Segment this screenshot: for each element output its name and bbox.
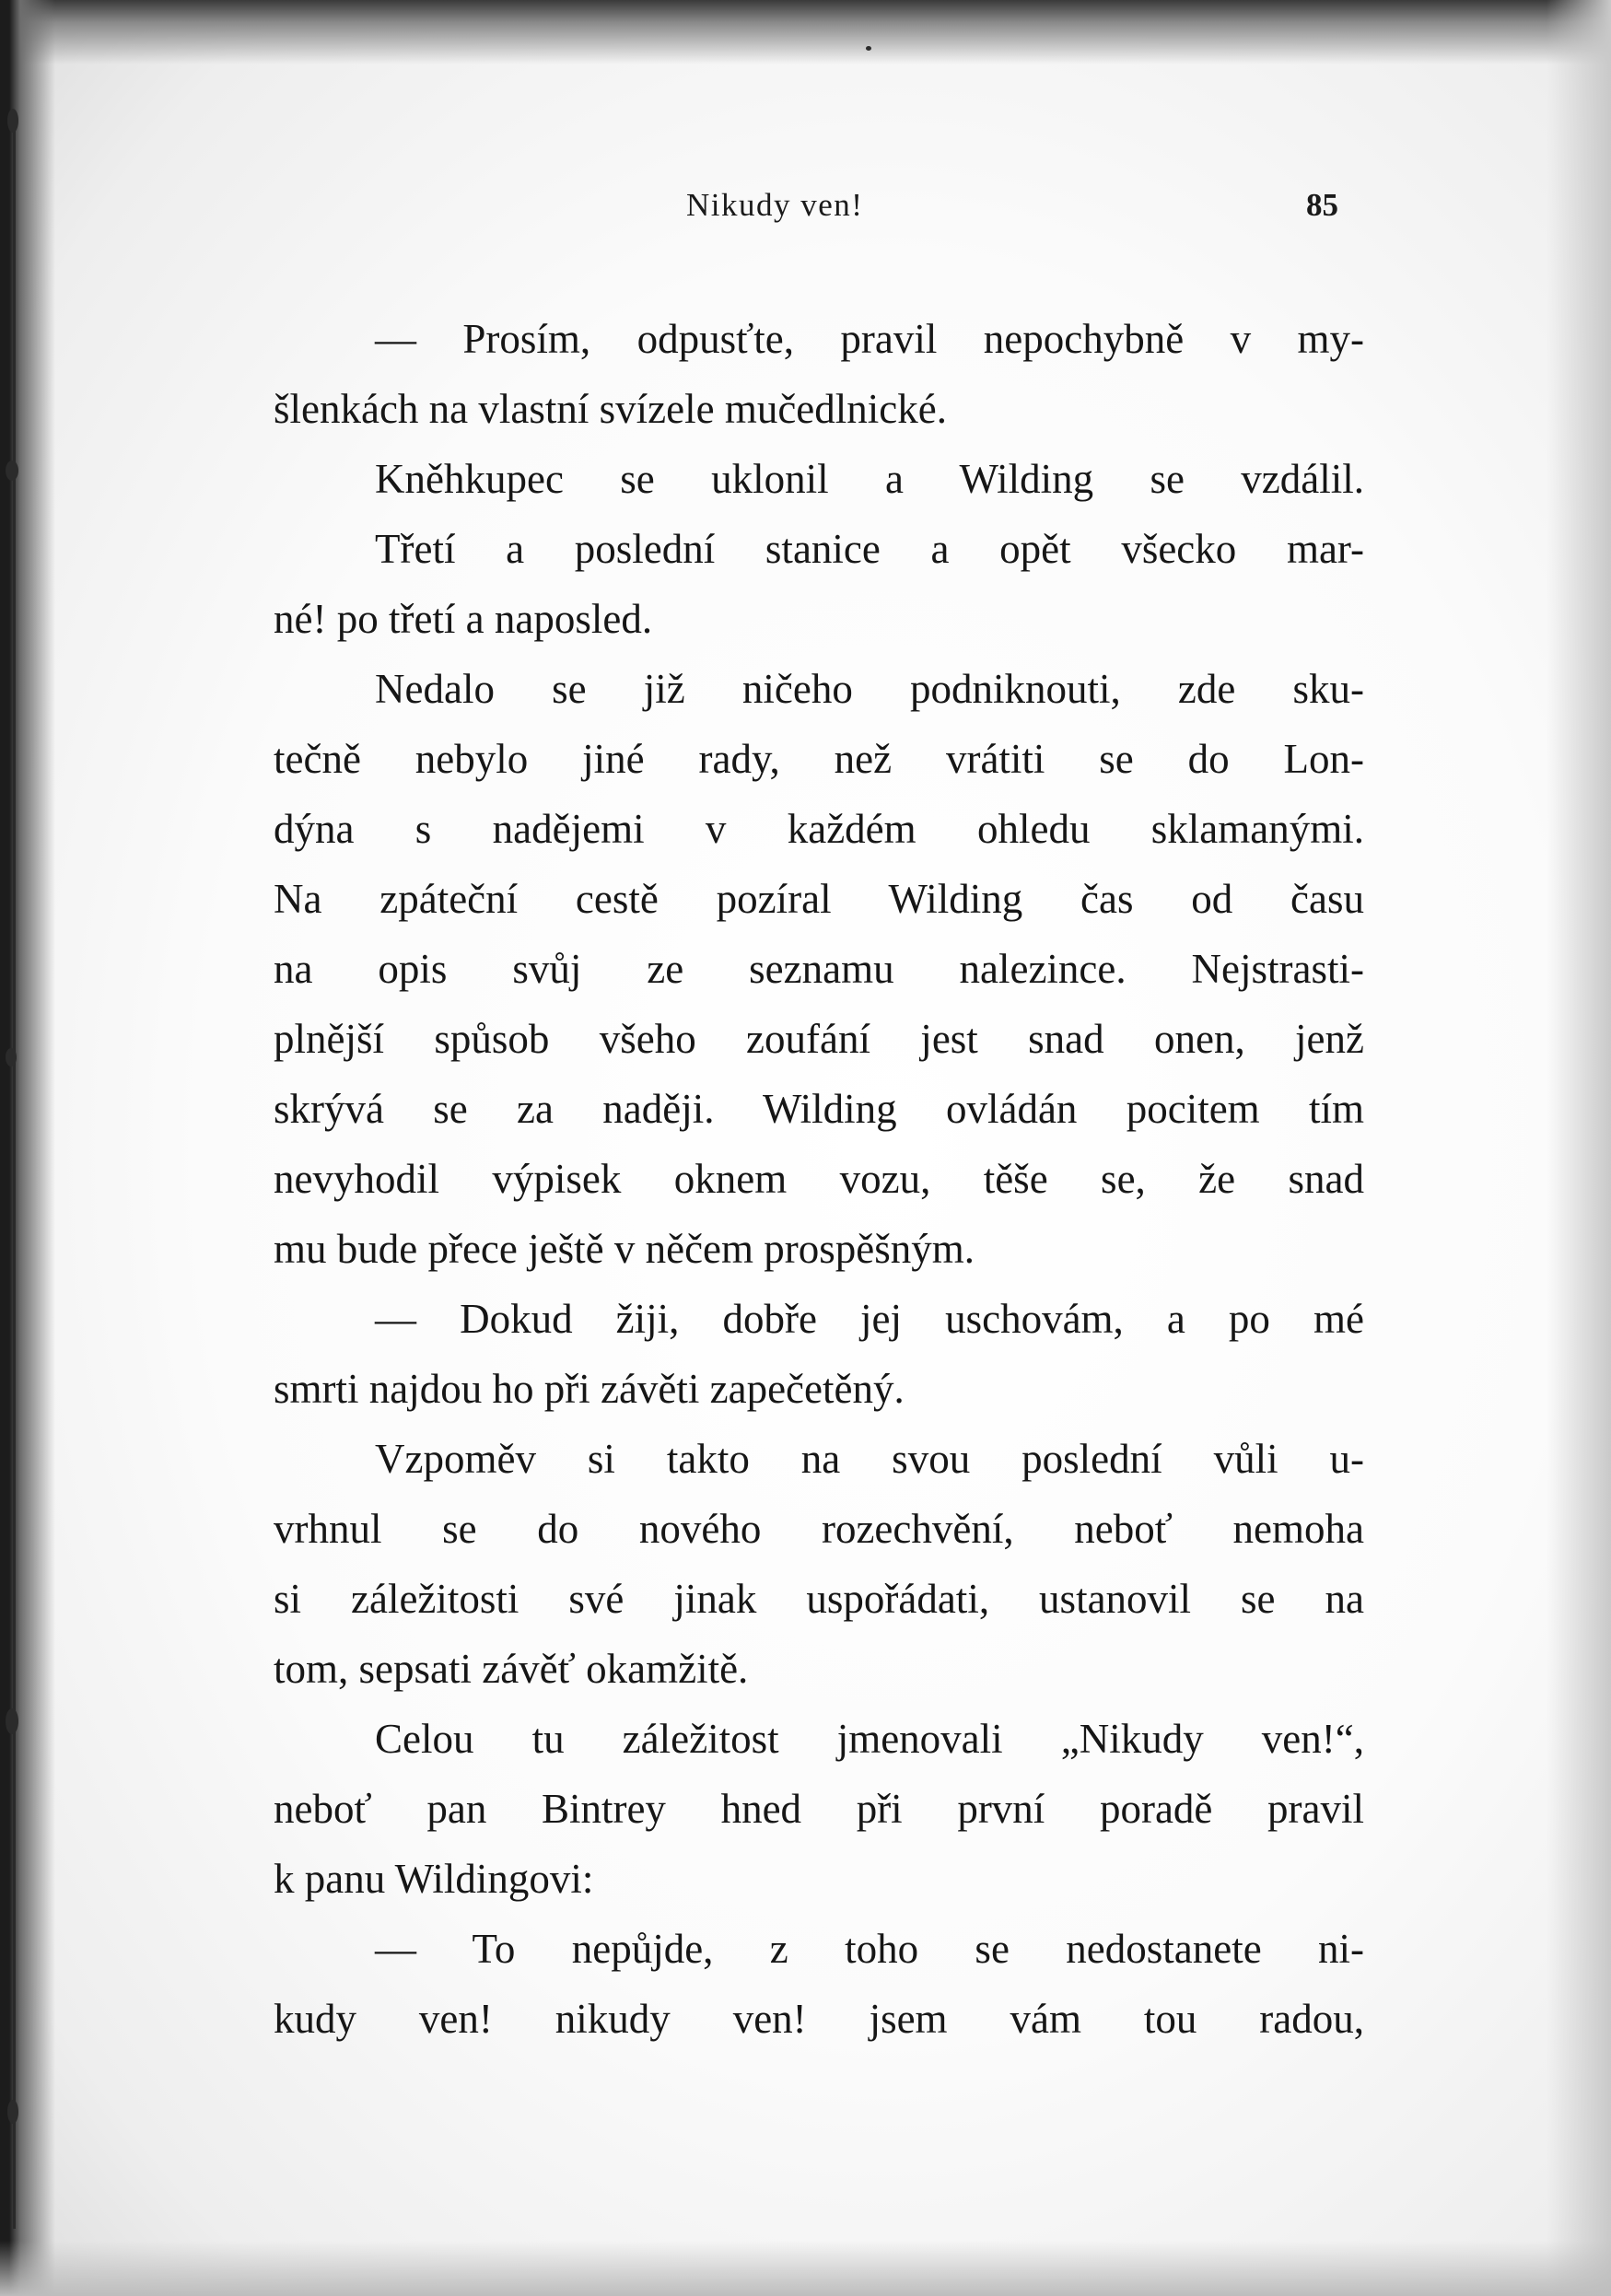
binding-shadow — [13, 111, 16, 2229]
page-edge-right — [1547, 0, 1611, 2296]
text-line: Třetí a poslední stanice a opět všecko mar- — [375, 526, 1364, 572]
text-line: né! po třetí a naposled. — [274, 596, 653, 642]
scan-speck — [6, 460, 18, 481]
text-line: skrývá se za naději. Wilding ovládán pocitem tím — [274, 1086, 1364, 1132]
running-title: Nikudy ven! — [686, 187, 864, 223]
page-edge-left — [0, 0, 55, 2296]
text-line: — Prosím, odpusťte, pravil nepochybně v my- — [375, 316, 1364, 362]
text-line: Na zpáteční cestě pozíral Wilding čas od času — [274, 876, 1364, 922]
scan-speck — [866, 46, 871, 51]
text-line: šlenkách na vlastní svízele mučedlnické. — [274, 386, 947, 432]
text-line: tečně nebylo jiné rady, než vrátiti se do Lon- — [274, 736, 1364, 782]
text-line: k panu Wildingovi: — [274, 1856, 594, 1902]
text-line: si záležitosti své jinak uspořádati, ustanovil se na — [274, 1576, 1364, 1622]
scan-speck — [7, 109, 18, 133]
page-edge-bottom — [0, 2241, 1611, 2296]
text-line: Vzpoměv si takto na svou poslední vůli u- — [375, 1436, 1364, 1482]
text-line: — Dokud žiji, dobře jej uschovám, a po mé — [375, 1296, 1364, 1342]
text-line: Nedalo se již ničeho podniknouti, zde sku- — [375, 666, 1364, 712]
page-edge-top — [0, 0, 1611, 64]
text-line: nevyhodil výpisek oknem vozu, těše se, že snad — [274, 1156, 1364, 1202]
text-line: tom, sepsati závěť okamžitě. — [274, 1646, 749, 1692]
text-line: plnější spůsob všeho zoufání jest snad onen, jenž — [274, 1016, 1364, 1062]
text-line: mu bude přece ještě v něčem prospěšným. — [274, 1226, 975, 1272]
running-head — [0, 187, 1611, 233]
text-line: — To nepůjde, z toho se nedostanete ni- — [375, 1926, 1364, 1972]
text-line: smrti najdou ho při závěti zapečetěný. — [274, 1366, 905, 1412]
scan-speck — [6, 1048, 17, 1066]
text-line: vrhnul se do nového rozechvění, neboť nemoha — [274, 1506, 1364, 1552]
text-line: Kněhkupec se uklonil a Wilding se vzdálil. — [375, 456, 1364, 502]
text-line: dýna s nadějemi v každém ohledu sklamanými. — [274, 806, 1364, 852]
scan-speck — [6, 1708, 18, 1734]
text-line: Celou tu záležitost jmenovali „Nikudy ven!“, — [375, 1716, 1364, 1762]
text-line: neboť pan Bintrey hned při první poradě pravil — [274, 1786, 1364, 1832]
page-number: 85 — [1306, 187, 1338, 223]
text-line: kudy ven! nikudy ven! jsem vám tou radou, — [274, 1996, 1364, 2042]
scan-speck — [7, 2100, 18, 2124]
body-text — [274, 304, 1364, 2054]
text-line: na opis svůj ze seznamu nalezince. Nejstrasti- — [274, 946, 1364, 992]
